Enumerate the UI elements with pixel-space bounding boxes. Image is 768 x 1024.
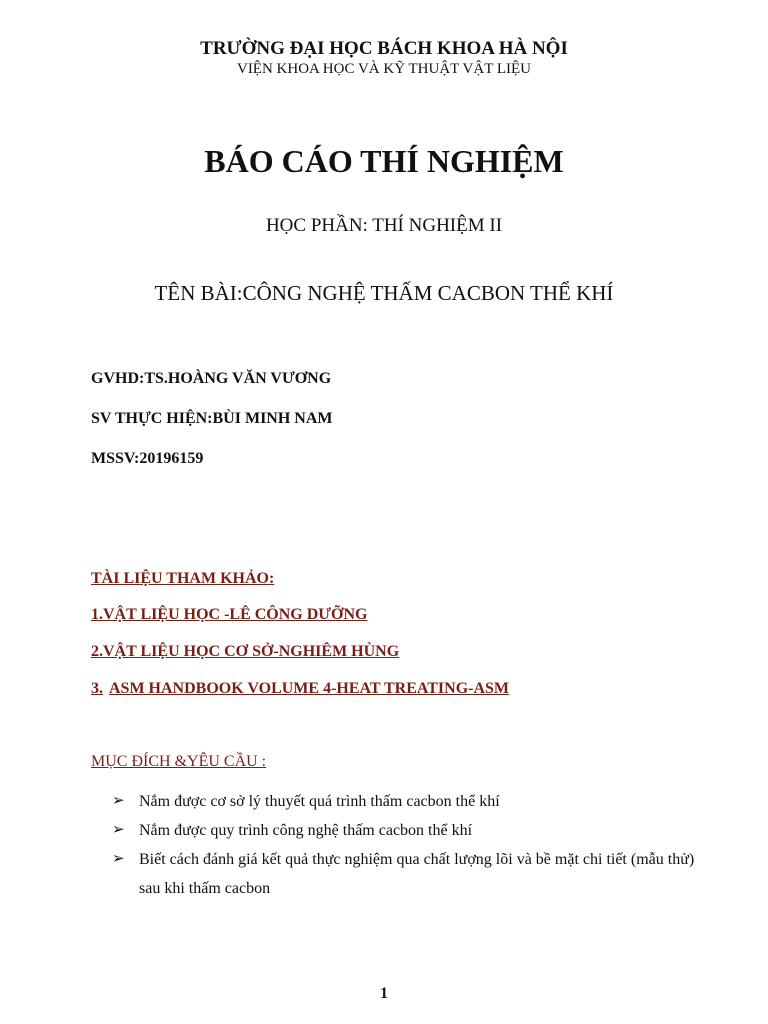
- student-line: SV THỰC HIỆN:BÙI MINH NAM: [91, 410, 333, 427]
- objective-text: Nắm được quy trình công nghệ thấm cacbon thể khí: [139, 822, 473, 839]
- arrow-bullet-icon: ➢: [112, 851, 125, 867]
- list-item: [112, 787, 712, 816]
- lab-title: TÊN BÀI:CÔNG NGHỆ THẤM CACBON THỂ KHÍ: [154, 281, 614, 305]
- university-name: TRƯỜNG ĐẠI HỌC BÁCH KHOA HÀ NỘI: [200, 38, 568, 59]
- list-item: [112, 845, 712, 903]
- references-heading: TÀI LIỆU THAM KHẢO:: [91, 570, 275, 587]
- report-title: BÁO CÁO THÍ NGHIỆM: [204, 143, 564, 179]
- course-name: HỌC PHẦN: THÍ NGHIỆM II: [265, 215, 503, 236]
- objectives-heading: MỤC ĐÍCH &YÊU CẦU :: [91, 753, 267, 770]
- page-number: 1: [380, 985, 388, 1002]
- reference-item-3-number: 3.: [91, 680, 103, 697]
- arrow-bullet-icon: ➢: [112, 822, 125, 838]
- list-item: [112, 816, 712, 845]
- reference-item-3-text: ASM HANDBOOK VOLUME 4-HEAT TREATING-ASM: [109, 680, 510, 697]
- institute-name: VIỆN KHOA HỌC VÀ KỸ THUẬT VẬT LIỆU: [236, 61, 532, 77]
- student-id-line: MSSV:20196159: [91, 450, 204, 467]
- arrow-bullet-icon: ➢: [112, 793, 125, 809]
- objective-text: Nắm được cơ sở lý thuyết quá trình thấm cacbon thể khí: [139, 793, 500, 810]
- objectives-list: [112, 787, 712, 903]
- reference-item-3: [91, 680, 509, 698]
- supervisor-line: GVHD:TS.HOÀNG VĂN VƯƠNG: [91, 370, 332, 387]
- reference-item-1: 1.VẬT LIỆU HỌC -LÊ CÔNG DƯỠNG: [91, 606, 368, 623]
- objective-text: Biết cách đánh giá kết quả thực nghiệm qua chất lượng lõi và bề mặt chi tiết (mẫu thử) sau khi thấm cacbon: [139, 851, 695, 897]
- reference-item-2: 2.VẬT LIỆU HỌC CƠ SỞ-NGHIÊM HÙNG: [91, 643, 400, 660]
